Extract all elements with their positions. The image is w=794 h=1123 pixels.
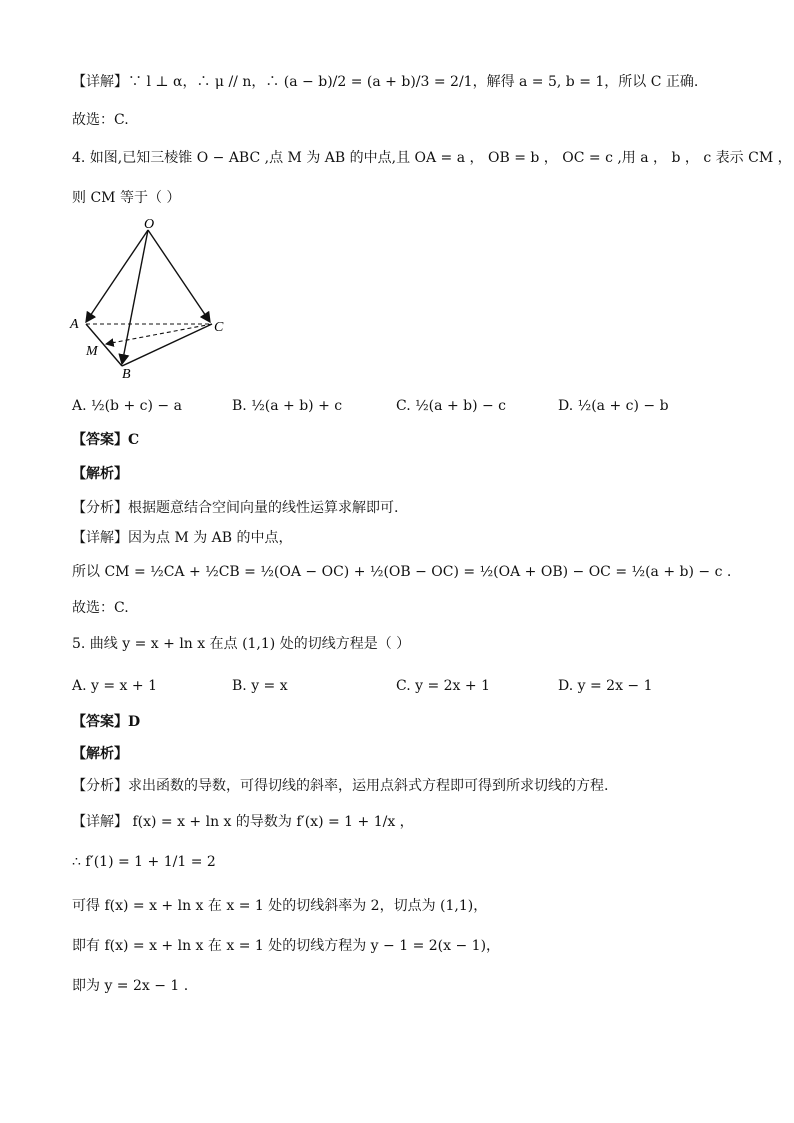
q4-option-d: D. ½(a + c) − b xyxy=(558,398,669,414)
q4-option-b: B. ½(a + b) + c xyxy=(232,398,343,414)
q4-option-c: C. ½(a + b) − c xyxy=(396,398,507,414)
q4-choice: 故选：C. xyxy=(72,600,129,616)
q5-analysis-heading: 【解析】 xyxy=(72,746,128,762)
choice-line-q3: 故选：C. xyxy=(72,112,129,128)
question-4-stem-cont: 则 CM 等于（ ） xyxy=(72,190,181,206)
q5-detail-slope: ∴ f′(1) = 1 + 1/1 = 2 xyxy=(72,854,216,870)
question-4-stem: 4. 如图,已知三棱锥 O − ABC ,点 M 为 AB 的中点,且 OA = a ， OB = b ， OC = c ,用 a ， b ， c 表示 CM ， xyxy=(72,150,792,166)
q5-option-d: D. y = 2x − 1 xyxy=(558,678,653,694)
question-5-stem: 5. 曲线 y = x + ln x 在点 (1,1) 处的切线方程是（ ） xyxy=(72,636,411,652)
label-B: B xyxy=(122,367,131,380)
q4-answer: 【答案】C xyxy=(72,432,140,448)
q5-detail-result: 即为 y = 2x − 1 . xyxy=(72,978,189,994)
q5-detail: 【详解】 f(x) = x + ln x 的导数为 f′(x) = 1 + 1/x ， xyxy=(72,814,414,830)
q4-option-a: A. ½(b + c) − a xyxy=(72,398,182,414)
q4-detail-derivation: 所以 CM = ½CA + ½CB = ½(OA − OC) + ½(OB − OC) = ½(OA + OB) − OC = ½(a + b) − c . xyxy=(72,564,732,580)
label-O: O xyxy=(144,218,155,232)
tetrahedron-figure xyxy=(68,218,238,380)
edge-OC xyxy=(148,230,210,322)
q5-detail-equation: 即有 f(x) = x + ln x 在 x = 1 处的切线方程为 y − 1 = 2(x − 1)， xyxy=(72,938,501,954)
q5-option-b: B. y = x xyxy=(232,678,288,694)
q5-analysis: 【分析】求出函数的导数，可得切线的斜率，运用点斜式方程即可得到所求切线的方程. xyxy=(72,778,609,794)
q5-detail-point: 可得 f(x) = x + ln x 在 x = 1 处的切线斜率为 2，切点为 (1,1)， xyxy=(72,898,488,914)
q4-analysis: 【分析】根据题意结合空间向量的线性运算求解即可. xyxy=(72,500,399,516)
q4-detail: 【详解】因为点 M 为 AB 的中点， xyxy=(72,530,293,546)
label-A: A xyxy=(70,317,79,332)
label-M: M xyxy=(86,344,98,359)
q5-answer: 【答案】D xyxy=(72,714,141,730)
detail-line-q3: 【详解】∵ l ⊥ α，∴ μ // n，∴ (a − b)/2 = (a + b)/3 = 2/1，解得 a = 5, b = 1，所以 C 正确. xyxy=(72,74,699,90)
edge-BC xyxy=(122,324,212,366)
q5-option-a: A. y = x + 1 xyxy=(72,678,157,694)
vector-CM xyxy=(106,324,212,344)
label-C: C xyxy=(214,320,224,335)
q4-analysis-heading: 【解析】 xyxy=(72,466,128,482)
q5-option-c: C. y = 2x + 1 xyxy=(396,678,490,694)
